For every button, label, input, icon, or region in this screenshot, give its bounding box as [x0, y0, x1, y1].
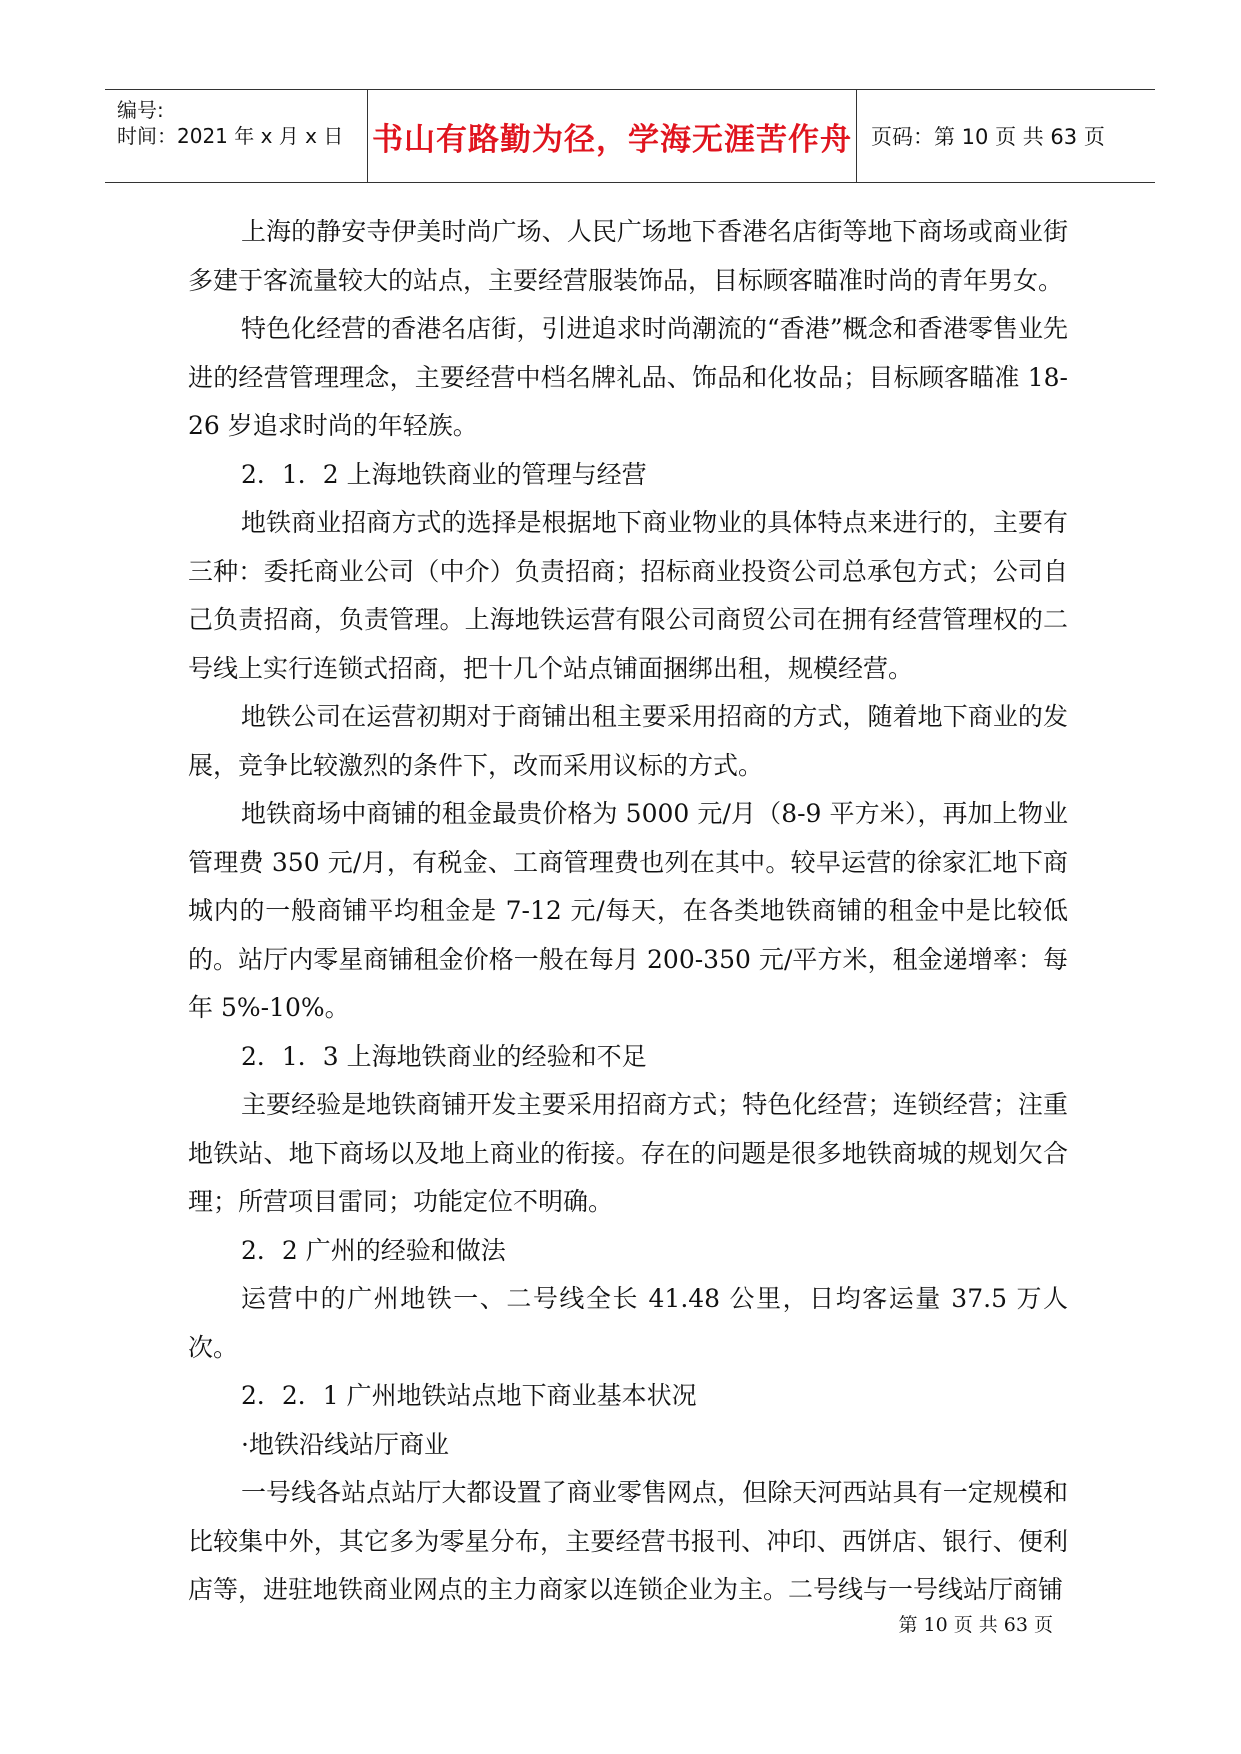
- header-motto: 书山有路勤为径，学海无涯苦作舟: [368, 90, 857, 182]
- number-label: 编号:: [117, 98, 164, 122]
- paragraph: 地铁商场中商铺的租金最贵价格为 5000 元/月（8-9 平方米），再加上物业管理费 350 元/月，有税金、工商管理费也列在其中。较早运营的徐家汇地下商城内的一般商铺平均租金是 7-12 元/每天，在各类地铁商铺的租金中是比较低的。站厅内零星商铺租金价格一般在每月 200-350 元/平方米，租金递增率：每年 5%-10%。: [188, 799, 1068, 1022]
- document-body: [188, 208, 1068, 1615]
- page-header: [105, 89, 1155, 183]
- section-heading: 2．2．1 广州地铁站点地下商业基本状况: [241, 1381, 697, 1410]
- paragraph: 主要经验是地铁商铺开发主要采用招商方式；特色化经营；连锁经营；注重地铁站、地下商场以及地上商业的衔接。存在的问题是很多地铁商城的规划欠合理；所营项目雷同；功能定位不明确。: [188, 1090, 1068, 1216]
- paragraph: 地铁商业招商方式的选择是根据地下商业物业的具体特点来进行的，主要有三种：委托商业公司（中介）负责招商；招标商业投资公司总承包方式；公司自己负责招商，负责管理。上海地铁运营有限公司商贸公司在拥有经营管理权的二号线上实行连锁式招商，把十几个站点铺面捆绑出租，规模经营。: [188, 508, 1068, 683]
- section-heading: 2．1．3 上海地铁商业的经验和不足: [241, 1041, 647, 1071]
- page-footer: 第 10 页 共 63 页: [898, 1614, 1053, 1636]
- paragraph: 特色化经营的香港名店街，引进追求时尚潮流的“香港”概念和香港零售业先进的经营管理理念，主要经营中档名牌礼品、饰品和化妆品；目标顾客瞄准 18-26 岁追求时尚的年轻族。: [188, 314, 1068, 440]
- bullet-heading: ·地铁沿线站厅商业: [241, 1429, 449, 1459]
- time-line: 时间：2021 年 x 月 x 日: [117, 124, 344, 148]
- header-page-code: 页码：第 10 页 共 63 页: [871, 125, 1105, 149]
- section-heading: 2．2 广州的经验和做法: [241, 1235, 506, 1265]
- paragraph: 地铁公司在运营初期对于商铺出租主要采用招商的方式，随着地下商业的发展，竞争比较激烈的条件下，改而采用议标的方式。: [188, 702, 1068, 780]
- paragraph: 上海的静安寺伊美时尚广场、人民广场地下香港名店街等地下商场或商业街多建于客流量较大的站点，主要经营服装饰品，目标顾客瞄准时尚的青年男女。: [188, 217, 1068, 295]
- header-meta: [105, 90, 368, 182]
- paragraph: 一号线各站点站厅大都设置了商业零售网点，但除天河西站具有一定规模和比较集中外，其它多为零星分布，主要经营书报刊、冲印、西饼店、银行、便利店等，进驻地铁商业网点的主力商家以连锁企业为主。二号线与一号线站厅商铺: [188, 1478, 1068, 1604]
- section-heading: 2．1．2 上海地铁商业的管理与经营: [241, 459, 647, 489]
- paragraph: 运营中的广州地铁一、二号线全长 41.48 公里，日均客运量 37.5 万人次。: [188, 1284, 1068, 1362]
